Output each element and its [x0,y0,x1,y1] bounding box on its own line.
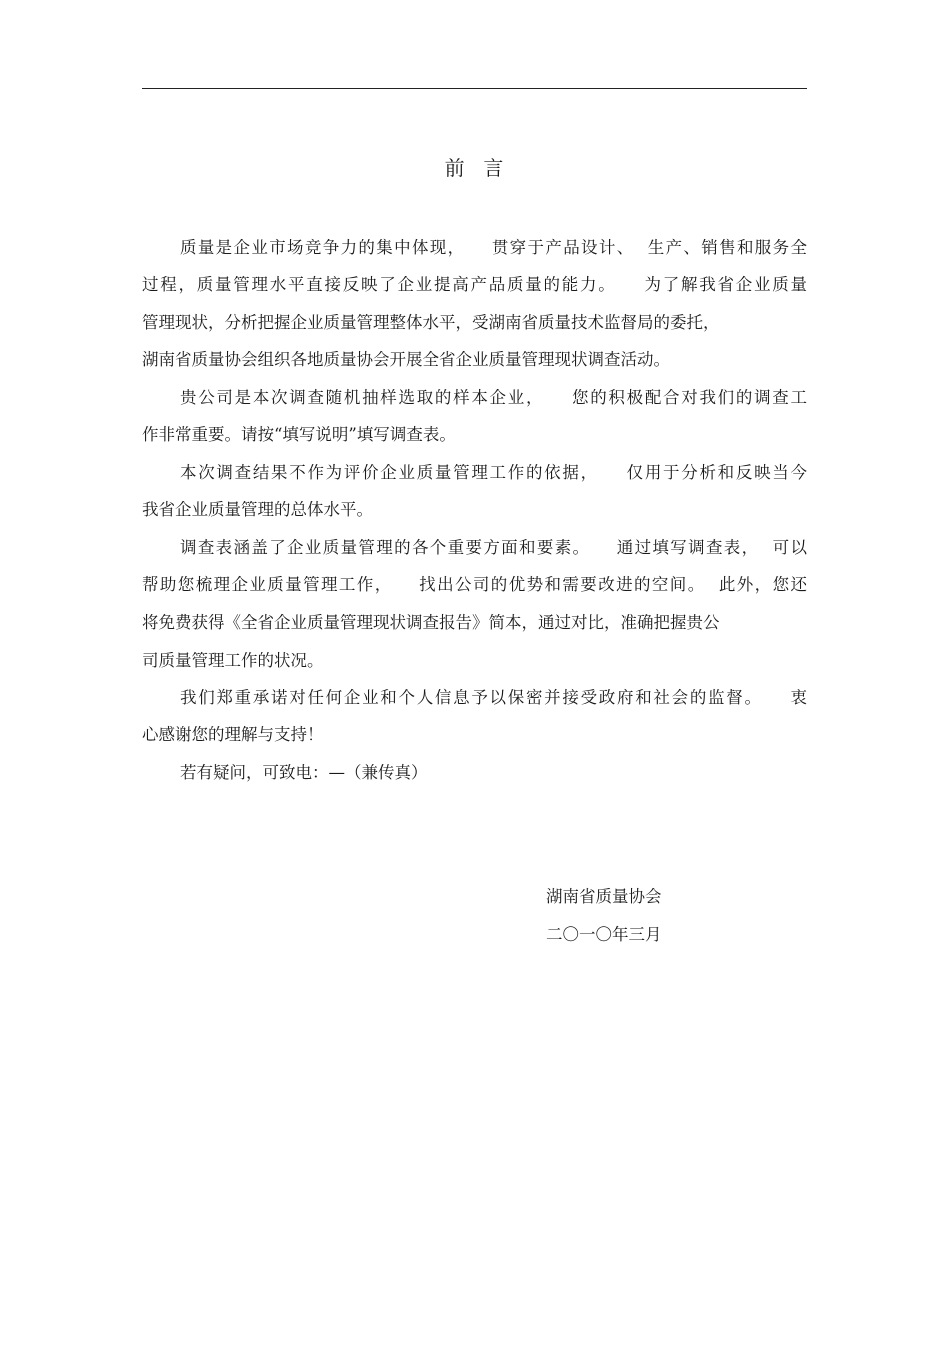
paragraph-line: 湖南省质量协会组织各地质量协会开展全省企业质量管理现状调查活动。 [142,350,670,369]
paragraph-line: 过程，质量管理水平直接反映了企业提高产品质量的能力。 为了解我省企业质量 [142,275,807,294]
page-title: 前 言 [444,156,506,180]
paragraph-line: 作非常重要。请按“填写说明”填写调查表。 [142,425,456,444]
contact-line: 若有疑问，可致电：—（兼传真） [180,763,428,782]
signature-organization: 湖南省质量协会 [546,887,662,906]
paragraph-line: 我省企业质量管理的总体水平。 [142,500,373,519]
paragraph-line: 本次调查结果不作为评价企业质量管理工作的依据， 仅用于分析和反映当今 [180,463,807,482]
header-rule [142,88,807,89]
paragraph-line: 帮助您梳理企业质量管理工作， 找出公司的优势和需要改进的空间。 此外，您还 [142,575,807,594]
paragraph-line: 贵公司是本次调查随机抽样选取的样本企业， 您的积极配合对我们的调查工 [180,388,807,407]
paragraph-line: 司质量管理工作的状况。 [142,651,324,670]
signature-date: 二〇一〇年三月 [546,925,662,944]
paragraph-line: 质量是企业市场竞争力的集中体现， 贯穿于产品设计、 生产、销售和服务全 [180,238,807,257]
paragraph-line: 心感谢您的理解与支持！ [142,725,324,744]
paragraph-line: 调查表涵盖了企业质量管理的各个重要方面和要素。 通过填写调查表， 可以 [180,538,807,557]
paragraph-line: 将免费获得《全省企业质量管理现状调查报告》简本，通过对比，准确把握贵公 [142,613,720,632]
paragraph-line: 管理现状，分析把握企业质量管理整体水平，受湖南省质量技术监督局的委托， [142,313,720,332]
paragraph-line: 我们郑重承诺对任何企业和个人信息予以保密并接受政府和社会的监督。 衷 [180,688,807,707]
